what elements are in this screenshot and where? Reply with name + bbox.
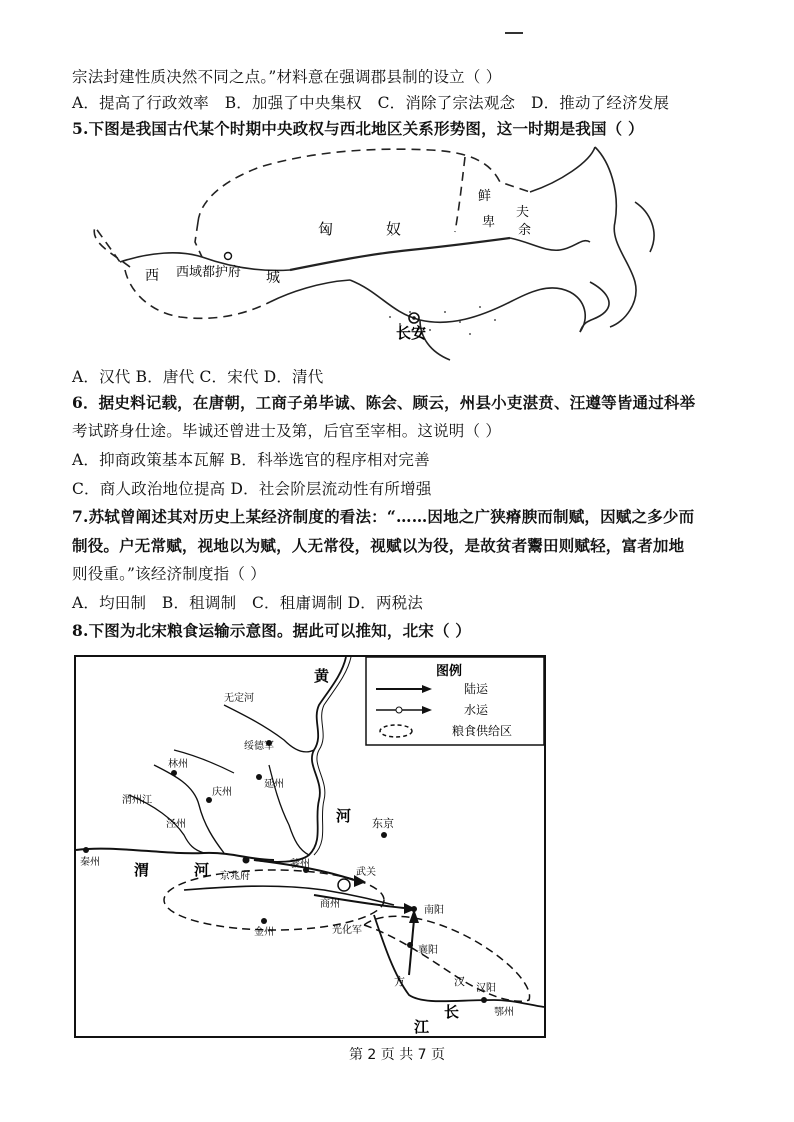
question-7-options: A．均田制 B．租调制 C．租庸调制 D．两税法 bbox=[72, 594, 424, 612]
map2-label-jing: 泾州 bbox=[166, 819, 186, 830]
legend-title: 图例 bbox=[436, 664, 463, 679]
map2-label-he: 河 bbox=[336, 807, 352, 825]
map1-label-changan: 长安 bbox=[396, 324, 427, 342]
map2-label-shangzhou: 商州 bbox=[320, 899, 340, 910]
question-5-stem: 5.下图是我国古代某个时期中央政权与西北地区关系形势图，这一时期是我国（ ） bbox=[72, 119, 644, 138]
map2-label-qingzhou: 庆州 bbox=[212, 787, 232, 798]
map2-label-hanyang: 汉阳 bbox=[476, 983, 496, 994]
map2-label-qinzhou: 秦州 bbox=[80, 857, 100, 868]
map2-label-chang: 长 bbox=[444, 1003, 460, 1021]
map1-label-xian: 鲜 bbox=[478, 189, 492, 204]
page-footer: 第 2 页 共 7 页 bbox=[348, 1047, 446, 1063]
map2-label-guanghua: 光化军 bbox=[332, 925, 362, 936]
question-4-options: A．提高了行政效率 B．加强了中央集权 C．消除了宗法观念 D．推动了经济发展 bbox=[72, 94, 670, 112]
question-7-stem-3: 则役重。”该经济制度指（ ） bbox=[72, 565, 266, 583]
wuguan-marker bbox=[338, 879, 350, 891]
question-7-stem-1: 7.苏轼曾阐述其对历史上某经济制度的看法：“……因地之广狭瘠腴而制赋，因赋之多少而 bbox=[72, 507, 695, 526]
map2-label-fang: 方 bbox=[394, 975, 405, 988]
map1-label-bei: 卑 bbox=[482, 215, 496, 230]
map1-label-yu: 余 bbox=[518, 223, 532, 238]
map2-label-huang: 黄 bbox=[314, 667, 330, 685]
map2-label-wuguan: 武关 bbox=[356, 867, 376, 878]
question-7-stem-2: 制役。户无常赋，视地以为赋，人无常役，视赋以为役，是故贫者鬻田则赋轻，富者加地 bbox=[72, 536, 685, 555]
question-4-stem-end: 宗法封建性质决然不同之点。”材料意在强调郡县制的设立（ ） bbox=[72, 68, 502, 86]
map2-label-dongjing: 东京 bbox=[372, 817, 394, 830]
legend-supply: 粮食供给区 bbox=[452, 724, 513, 738]
map1-label-nu: 奴 bbox=[386, 220, 402, 238]
map2-label-jingzhao: 京兆府 bbox=[220, 871, 250, 882]
map1-label-xi: 西 bbox=[145, 268, 159, 284]
map1-label-fu: 夫 bbox=[516, 205, 530, 220]
map2-label-he2: 河 bbox=[194, 861, 210, 879]
map2-label-wei: 渭 bbox=[134, 861, 150, 879]
map2-label-lin: 林州 bbox=[168, 759, 188, 770]
map2-label-nanyang: 南阳 bbox=[424, 905, 444, 916]
duhufu-marker bbox=[225, 253, 232, 260]
legend-water: 水运 bbox=[464, 703, 489, 717]
han-northwest-map bbox=[90, 142, 665, 364]
map2-label-guozhou: 虢州 bbox=[290, 859, 310, 870]
top-mark bbox=[505, 32, 523, 34]
legend-land: 陆运 bbox=[464, 682, 489, 696]
question-8-stem: 8.下图为北宋粮食运输示意图。据此可以推知，北宋（ ） bbox=[72, 621, 471, 640]
map2-label-weizhou: 渭州江 bbox=[122, 795, 152, 806]
map1-label-cheng: 城 bbox=[266, 270, 280, 286]
map2-label-xiangyang: 襄阳 bbox=[418, 945, 438, 956]
map2-label-yanzhou: 延州 bbox=[264, 779, 284, 790]
question-6-options-ab: A．抑商政策基本瓦解 B．科举选官的程序相对完善 bbox=[72, 451, 430, 469]
map2-label-jinzhou: 金州 bbox=[254, 927, 274, 938]
map2-label-suide: 绥德军 bbox=[244, 741, 274, 752]
question-6-stem-2: 考试跻身仕途。毕诚还曾进士及第，后官至宰相。这说明（ ） bbox=[72, 422, 502, 440]
map1-label-duhufu: 西域都护府 bbox=[176, 265, 242, 280]
question-6-stem-1: 6．据史料记载，在唐朝，工商子弟毕诚、陈会、顾云，州县小吏湛贲、汪遵等皆通过科举 bbox=[72, 393, 696, 412]
map2-label-jiang: 江 bbox=[414, 1018, 430, 1036]
map2-label-wuding: 无定河 bbox=[224, 693, 254, 704]
map-legend bbox=[366, 657, 544, 745]
northern-song-grain-transport-map bbox=[74, 655, 546, 1038]
map2-label-ezhou: 鄂州 bbox=[494, 1007, 514, 1018]
question-5-options: A．汉代 B．唐代 C．宋代 D．清代 bbox=[72, 368, 324, 386]
question-6-options-cd: C．商人政治地位提高 D．社会阶层流动性有所增强 bbox=[72, 480, 432, 498]
map2-label-han: 汉 bbox=[454, 975, 465, 988]
map1-label-xiong: 匈 bbox=[318, 220, 334, 238]
